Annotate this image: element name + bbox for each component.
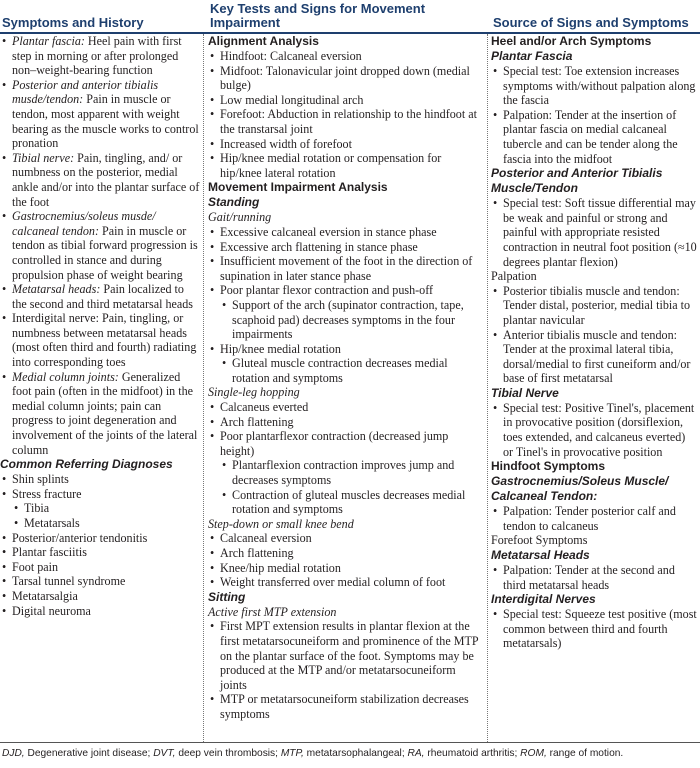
list-item: • Forefoot: Abduction in relationship to the hindfoot at the transtarsal joint — [208, 107, 484, 136]
heel-arch-symptoms-title: Heel and/or Arch Symptoms — [491, 34, 652, 48]
list-item: • Metatarsal heads: Pain localized to the second and third metatarsal heads — [0, 282, 201, 311]
footer-rule — [0, 742, 700, 743]
interdigital-list — [491, 607, 698, 651]
list-item: • Weight transferred over medial column of foot — [208, 575, 484, 590]
list-item: • Posterior/anterior tendonitis — [0, 531, 201, 546]
interdigital-nerves-title: Interdigital Nerves — [491, 592, 596, 607]
list-item: • Digital neuroma — [0, 604, 201, 619]
header-key-tests: Key Tests and Signs for Movement Impairment — [210, 1, 426, 30]
step-down-label: Step-down or small knee bend — [208, 516, 354, 531]
list-item: • Special test: Soft tissue differential may be weak and painful or strong and painful with appropriate resisted contraction in neutral foot position (≈10 degrees plantar flexion) — [491, 196, 698, 269]
tibial-nerve-title: Tibial Nerve — [491, 385, 559, 400]
list-item: • Calcaneal eversion — [208, 531, 484, 546]
list-item: • Calcaneus everted — [208, 400, 484, 415]
list-item: • Tibia — [0, 501, 201, 516]
sitting-title: Sitting — [208, 589, 246, 604]
list-item: • Foot pain — [0, 560, 201, 575]
abbreviations-footnote: DJD, Degenerative joint disease; DVT, deep vein thrombosis; MTP, metatarsophalangeal; RA, rheumatoid arthritis; ROM, range of motion. — [2, 748, 624, 759]
alignment-analysis-title: Alignment Analysis — [208, 34, 319, 48]
list-item: • Excessive calcaneal eversion in stance phase — [208, 225, 484, 240]
diagnosis-list — [0, 472, 201, 618]
list-item: • Stress fracture — [0, 487, 201, 502]
list-item: • Poor plantarflexor contraction (decreased jump height) — [208, 429, 484, 458]
gastroc-list — [491, 504, 698, 533]
palpation-list — [491, 284, 698, 386]
list-item: • Knee/hip medial rotation — [208, 561, 484, 576]
gait-running-label: Gait/running — [208, 210, 272, 225]
column-divider-2 — [487, 34, 488, 742]
list-item: • Midfoot: Talonavicular joint dropped down (medial bulge) — [208, 64, 484, 93]
column-symptoms-history — [0, 34, 201, 618]
list-item: • Gastrocnemius/soleus musde/ calcaneal tendon: Pain in muscle or tendon as tibial forward progression is controlled in stance and during propulsion phase of weight bearing — [0, 209, 201, 282]
mtp-list — [208, 619, 484, 721]
list-item: • Special test: Squeeze test positive (most common between third and fourth metatarsals) — [491, 607, 698, 651]
list-item: • Special test: Toe extension increases symptoms with/without palpation along the fascia — [491, 64, 698, 108]
list-item: • Tibial nerve: Pain, tingling, and/ or numbness on the posterior, medial ankle and/or into the plantar surface of the foot — [0, 151, 201, 209]
list-item: • Plantarflexion contraction improves jump and decreases symptoms — [208, 458, 484, 487]
header-symptoms-and-history: Symptoms and History — [2, 15, 144, 30]
list-item: • Interdigital nerve: Pain, tingling, or numbness between metatarsal heads (most often third and fourth) radiating into corresponding toes — [0, 311, 201, 369]
forefoot-symptoms-label: Forefoot Symptoms — [491, 533, 588, 548]
column-source-of-signs — [491, 34, 698, 651]
table-header-row — [0, 0, 700, 32]
list-item: • Posterior tibialis muscle and tendon: Tender distal, posterior, medial tibia to plantar navicular — [491, 284, 698, 328]
list-item: • Contraction of gluteal muscles decreases medial rotation and symptoms — [208, 488, 484, 517]
list-item: • Poor plantar flexor contraction and push-off — [208, 283, 484, 298]
list-item: • Metatarsalgia — [0, 589, 201, 604]
list-item: • Shin splints — [0, 472, 201, 487]
list-item: • Anterior tibialis muscle and tendon: Tender at the proximal lateral tibia, dorsal/medial to first cuneiform and/or base of first metatarsal — [491, 328, 698, 386]
alignment-list — [208, 49, 484, 180]
hopping-list — [208, 400, 484, 517]
column-key-tests — [208, 34, 484, 722]
active-mtp-extension-label: Active first MTP extension — [208, 604, 337, 619]
list-item: • Hip/knee medial rotation or compensation for hip/knee lateral rotation — [208, 151, 484, 180]
list-item: • Palpation: Tender at the insertion of plantar fascia on medial calcaneal tubercle and can be tender along the fascia into the midfoot — [491, 108, 698, 166]
column-divider-1 — [203, 34, 204, 742]
header-source-of-signs: Source of Signs and Symptoms — [493, 15, 689, 30]
symptom-list — [0, 34, 201, 457]
list-item: • Low medial longitudinal arch — [208, 93, 484, 108]
list-item: • Hindfoot: Calcaneal eversion — [208, 49, 484, 64]
metatarsal-heads-list — [491, 563, 698, 592]
list-item: • Hip/knee medial rotation — [208, 342, 484, 357]
list-item: • Increased width of forefoot — [208, 137, 484, 152]
list-item: • First MPT extension results in plantar flexion at the first metatarsocuneiform and prominence of the MTP on the plantar surface of the foot. Symptoms may be produced at the MTP and/or metatarsocuneiform joints — [208, 619, 484, 692]
gait-list — [208, 225, 484, 386]
standing-title: Standing — [208, 195, 260, 210]
tibialis-title: Posterior and Anterior Tibialis Muscle/Tendon — [491, 166, 663, 196]
list-item: • Plantar fascia: Heel pain with first step in morning or after prolonged non–weight-bearing function — [0, 34, 201, 78]
list-item: • MTP or metatarsocuneiform stabilization decreases symptoms — [208, 692, 484, 721]
tibial-nerve-list — [491, 401, 698, 459]
list-item: • Arch flattening — [208, 415, 484, 430]
list-item: • Posterior and anterior tibialis musde/tendon: Pain in muscle or tendon, most apparent with weight bearing as the muscle works to control pronation — [0, 78, 201, 151]
common-referring-diagnoses-title: Common Referring Diagnoses — [0, 457, 173, 472]
list-item: • Medial column joints: Generalized foot pain (often in the midfoot) in the medial column joints; pain can progress to joint degeneration and involvement of the joints of the lateral column — [0, 370, 201, 458]
gastroc-soleus-title: Gastrocnemius/Soleus Muscle/ Calcaneal Tendon: — [491, 474, 669, 504]
list-item: • Palpation: Tender posterior calf and tendon to calcaneus — [491, 504, 698, 533]
list-item: • Arch flattening — [208, 546, 484, 561]
list-item: • Plantar fasciitis — [0, 545, 201, 560]
step-down-list — [208, 531, 484, 589]
plantar-fascia-list — [491, 64, 698, 166]
hindfoot-symptoms-title: Hindfoot Symptoms — [491, 459, 605, 474]
metatarsal-heads-title: Metatarsal Heads — [491, 548, 590, 563]
list-item: • Palpation: Tender at the second and third metatarsal heads — [491, 563, 698, 592]
single-leg-hopping-label: Single-leg hopping — [208, 385, 300, 400]
list-item: • Tarsal tunnel syndrome — [0, 574, 201, 589]
list-item: • Insufficient movement of the foot in the direction of supination in later stance phase — [208, 254, 484, 283]
list-item: • Gluteal muscle contraction decreases medial rotation and symptoms — [208, 356, 484, 385]
palpation-label: Palpation — [491, 269, 537, 284]
list-item: • Excessive arch flattening in stance phase — [208, 240, 484, 255]
list-item: • Support of the arch (supinator contraction, tape, scaphoid pad) decreases symptoms in the four impairments — [208, 298, 484, 342]
movement-impairment-title: Movement Impairment Analysis — [208, 180, 388, 195]
plantar-fascia-title: Plantar Fascia — [491, 49, 573, 63]
list-item: • Metatarsals — [0, 516, 201, 531]
list-item: • Special test: Positive Tinel's, placement in provocative position (dorsiflexion, toes extended, and calcaneus everted) or Tinel's in provocative position — [491, 401, 698, 459]
tibialis-list — [491, 196, 698, 269]
